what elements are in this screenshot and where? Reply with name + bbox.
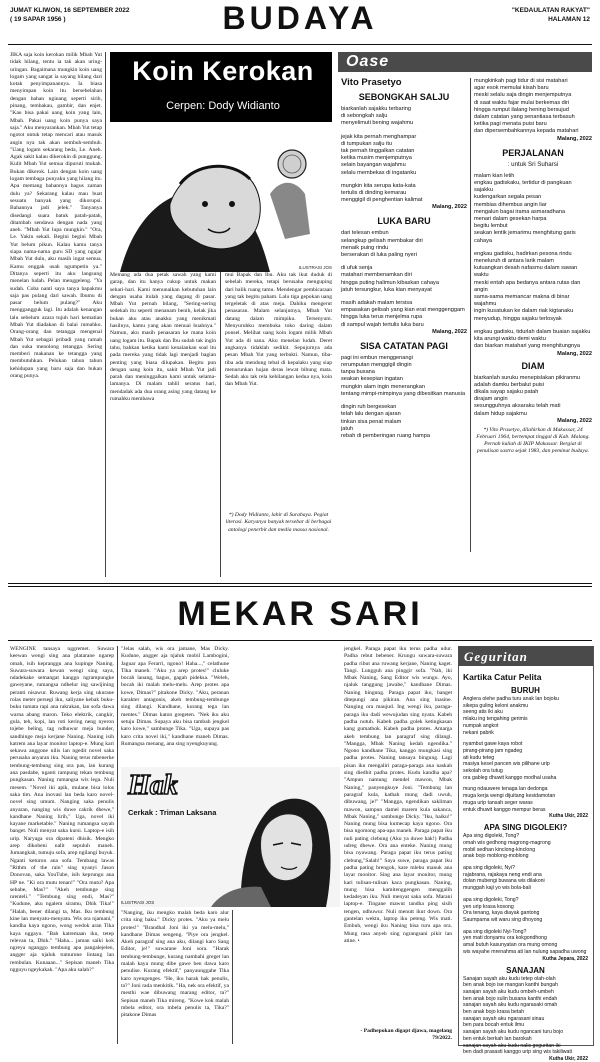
cerkak-column-1: WENGINE tansaya nggremet. Suwara keewan wengi sing ana platarane ngarep omah, isih kepranggu ana kupinge Naning. Suwara-suwara kewan wengi sing saya, ndadekake semangat kanggo ngrampungke gaweyane, rumangsa ndhelur ing sawijining peranti nisawur. Ruwang kerja sing ukurane rolas meter persegi iku, saliyane kebak buku-buku tumata rapi ana rakrakan, lan sofa dawa warna abang maron. Teko elektrik, cangkir, gula, teh, kopi, lan roti kering neng nyeron tojebe beling, tag ndhuwur meja bunder, sandhinge meja kerjane Naning. Naning isih katrem ana layar monitor laptop-e. Mung kari sekawa anggone nilis lan ngedit novel saka perusaha anyaran iku. Naning terus mbenerke tembung-tembung sing ora pas, lan kurang ana pasdabe, nganti rampung tekan tembung pungkasan. Naning rumangsa wis lega. Nuli mesem. "Novel iki apik, mulane bisa lolos saka tim. Ana inovasi lan beda karo novel-novel sing umum. Nanging saka penulis anyaran, nanging wis duwe cakrik dhewe," kandhane Naning lirih," Uga, novel iki kayane marketable." Naning rumangsa sayah banget. Nuli menyat saka kursi. Laptop-e isih urip. Naryaga ora dipateni dhisik. Mengko arep dikobeni nalit sepuluh maneh. Jumangkah, tumuju sofa, arep ngilangi buyuk. Nganti keturon ana sofa. Tembang lawas "Rithm of the rain" sing nyanyi Jason Donovan, saka YouTube, isih keprungu ana HP ne. "Ki ora mutu tenan!" "Ora mutu? Apa sebabe, Mas?" "Akeh tembunge sing nrenteli." "Tembung sing endi, Mas?" "Kudune, aku ngalem siramu, Dhik Tika!" "Halah, bener dilangi ta, Mas. Iku tembung kine lan menyatu-menyatu. Wis ora njamani," kandha kaya ngono, wong wedok aran Tika kaya nggayu. "Bah katremaan iku, tetep relevan ta, Dhik." "Haha... jaman saiki kok ngreya nganggo tembung apa pangalejelen, angger aja njaluk tumurune lintang lan rembulan. Kunaaan..." Sepisan maneh Tika ngguyu ngeykakak. "Apa aku salah?" (10, 646, 114, 974)
poem-body: pagi ini embun menggenangi rerumputan menggigil dingin tanpa busana seakan kesepian ingatan mungkin alam ingin menerangkan tentang mimpi-mimpinya yang dibesitkan manusia dingin ruh bergesekan telah lalu dengan ajaran tinkan sisa penat malam jatuh rebah di pemberingan ruang hampa (341, 354, 466, 439)
poem-signature: Malang, 2022 (432, 328, 467, 335)
cerkak-title: Hak (128, 770, 178, 801)
poem-dedication: : untuk Sri Suharsi (507, 160, 559, 168)
cerkak-column-2-top: "Jelas salah, wis ora jamane, Mas Dicky. Kudune, angger aja njaluk mobil Lambogini, Jaguar apa Ferarri, ngono! Haha...," celathune Tika maneh. "Aku ya arep protes!" cluluke bocah lanang, bagus, gagah pideksa. "Weleh, bocah iki malah melu-melu. Arep protes apa kowe, Dimas?" pitakone Dicky. "Aku, peranan karakter antagonis, akeh tembung-tembunge sing dilangi. Kandhane, kurang tega lan mentes." Dimas katon gregeten. "Nek iku aku setuju Dimas. Supaya aku bisa tambah jengkel karo kowe," sambunge Tika. "Uga, supaya pas karo crita novel iki," kandhane maneh Dimas. Rumangsa menang, ana sing nyengkuyung. (121, 646, 229, 747)
story-title: Koin Kerokan (132, 56, 314, 86)
poem-body: biarkanlah suruku menepislakan pikiranmu adalah damku berbalut puisi dikala sayap sajaku patah dirajam angin sesungguhnya aksaraku telah mati dalam hidup sajakmu (474, 374, 581, 417)
author-note: *) Dody Widianto, lahir di Surabaya. Pegiat literasi. Karyanya banyak tersebar di berbagai antologi penerbit dan media massa nasional. (225, 512, 332, 533)
geguritan-content (463, 672, 588, 1062)
oase-right-column (474, 78, 592, 558)
oase-title: Oase (346, 53, 390, 70)
poem-body: biarkanlah sajakku terbaring di sebongkah salju menyelimuti bening wajahmu jejak kita pernah menghampar di tumpukan salju itu tak pernah tinggalkan catatan ketika musim menjemputnya selain bayangan wajahmu selalu membekas di ingatanku mungkin kita serupa kata-kata tertulis di dinding kemarau menggigil di penghentian kalimat (341, 106, 423, 204)
poem-body: dari telesan embun selangkup gelisah membakar diri menaik puing rindu berserakan di luka paling nyeri di ufuk senja matahari membenamkan diri hingga puting halimun kibaskan cahaya jatuh tersungkur, luka kian menyayat masih adakah malam tersisa empasakan gelisah yang kian erat menggenggam hingga luka terus menjelma rupa di sampul wajah tertulis luka baru (341, 230, 465, 328)
column-divider (232, 910, 233, 1044)
poem-signature: Malang, 2022 (432, 204, 467, 211)
author-bio: *) Vito Prasetyo, dilahirkan di Makassar, 24 Februari 1964, bertempat tinggal di Kab. Malang. Pernah kuliah di IKIP Makassar. Bergiat di penulisan sastra sejak 1983, dan peminat budaya. (476, 426, 590, 455)
column-divider (117, 646, 118, 1044)
column-divider (220, 272, 221, 577)
story-column-1: JIKA saja koin kerokan milik Mbah Yut tidak hilang, tentu ia tak akan uring-uringan. Bagaimana mungkin koin uang logam yang sangat ia sayang hilang dari kotak penyimpanannya. Ia biasa menyimpan koin itu bersebelahan dengan bahan nginang seperti sirih, pinang, tembakau, gambir, dan enjet. "Kau bisa pakai uang koin yang lain, Mbah. Pakai uang koin punya saya saja." Aku menyarankan. Mbah Yut tetap ngotot untuk tetap mencari atau masuk angin nya tak akan sembuh-sembuh. "Uang logam sekarang beda, Le. Aneh. Agak sakit kalau dikerokin di punggung. Kulit Mbah Yut semua dipuruti mukah. Bukan dikerok. Lain dengan koin uang logam tembaga punyaku yang hilang itu. Apa memang bahannya bagus zaman dulu ya? Sekarang kalau mau buat sesuatu banyak yang dikorupsi. Bahannya jadi jelek." Tanyanya disedangi suara batuk patah-patah, ditambah sendawa dengan nada yang aneh. "Mbah Yut lupa mungkin." "Ora, Le. Yakin sekali. Begini begini Mbah Yut belum pikun. Kalau kamu tanya siapa nama-nama guru SD yang ngajar Mbah Yut dulu, aku masih ingat semua. Kamu enggak usah ngumpetin ya." Ditanya seperti itu aku langsung menelan ludah. Pelan menggeleng. "Ya sudah. Coba nanti saya tanya bapakmu saja pas pulang dari sawah. Ibumu di pasar belum pulang?" Aku menggangguk lagi. Itu adalah kenangan lalu sebelum azara tujuh hari kematian Mbah Yut diadakan di balai rumahku. Orang-orang dan tetangga mengenal Mbah Yut sebagai pribadi yang ramah dan suka menolong tetangga. Sering memberi makanan ke tetangga yang membutuhkan. Pelukan tahun tahun kehidupan yang baru saja dan bukan orang punya. (10, 52, 102, 380)
poem-title: PERJALANAN (502, 147, 564, 158)
poem-title: DIAM (521, 360, 545, 371)
poem-body: Sanajan sayah aku kudu tetep olah-olah ben anak bojo ise mangan kanthi bungah sanajan sayah aku kudu ombeh-umbeh ben anak bojo sulin busana kanthi endah sanajan sayah aku kudu ngarasaki omah ben anak bojo krasa betah sanajan sayah aku ngarasani sinau ben para bocah entuk ilmu sanajan sayah aku kudu ngancani turu bojo ben entuk berkah lan barokah sanajan sayah aku kudu nalis geguritan iki ben dadi prasasti kanggo urip sing wis takiliwati (463, 975, 572, 1056)
story-illustration (110, 124, 332, 272)
section-title: MEKAR SARI (177, 595, 423, 633)
poet-name: Kartika Catur Pelita (463, 672, 542, 682)
section-rule (8, 583, 592, 584)
poem-title: SEBONGKAH SALJU (358, 92, 450, 102)
oase-left-column (341, 92, 467, 552)
section-masthead: BUDAYA (222, 0, 378, 36)
poem-signature: Kutha Jepara, 2022 (542, 955, 588, 962)
story-column-2: Memang ada dua petak sawah yang kami garap, dan itu hanya cukup untuk makan sehari-hari. Kami menunaikan kebutuhan lain dengan usaha itulah yang dagang di pasar. Mbah Yut pernah bilang, "Sering-sering sedekah itu seperti menanam benih, kelak jika bukan aku atau anakku yang menikmati hasilnya, kamu yang akan menuai buahnya." Namun, aku masih penasaran ke mana koin uang logam itu. Bapak dan Ibu sudah tak ingin tahu, bahkan ketika kami kenalankan soal itu pada mereka yang tidak lagi menjadi bagian penting yang biasa dilupakan. Begitu pun dengan uang koin itu, sakit Mbah Yut jadi parah dan meninggalkan kami untuk selama-lamanya. Di malam tahlil seratus hari, mendadak ada dua orang asing yang datang ke rumahku membawa (110, 272, 216, 403)
poem-body: Anglera olehe padha turu anak lan bojoku sikepa guling keloni anakmu seeng atis iki aku mlaku ing tengahing gerimis numpak angkot nekani pabrik nyambut gawe kaya robot pirang-pirang jam ngadeg ati kudu teteg masiya kesel pancen wis pilihane urip sekolah ora tutug ora gableg dhuwit kanggo modhal usaha mung ndauwere tenaga lan dedonga muga kerja wengi dijuitang kesidamotan muga urip tansah seger waras entuk dhuwit kanggo mempur beras (463, 696, 560, 813)
section-rule (8, 586, 592, 587)
poem-title: SISA CATATAN PAGI (360, 340, 448, 351)
story-byline: Cerpen: Dody Widianto (166, 100, 280, 112)
cerkak-column-3: jengkel. Paraga papat iku terus padha udur. Padha rebut bebener. Krungu suwara-suwara padha ribut ana ruwang kerjane, Naning kaget. Tangi. Lungguh ana pinggir sofa. "Nah, iki Mbak Naning, Sang Editor wis wungu. Ayo, njaluk tanggung jawabe," kandhane Dimas. Naning bingung. Paraga papat iku, banget ditepungi ana pikiran. Ana sing inasine. Nanging ora maujud. Ing wengi iku, paraga-paraga iku dadi wewujudan sing nyata. Kabeh padha nutuh. Kabeh padha golek ketingkasan kang gumathok. Kabeh padha protes. Amarga akeh tembung lan paragraf sing dilangi. "Mangga, Mbak Naning kedah ngendika." Ngono kandhane Tika, kanggo mungkasi sing padha protes. Naning tansaya bingung. Lagi pisan iku mengaliri paraga-paraga ana naskah sing diedhit padha protes. Kudu kandha apa? "Ampun namung mendel mawon, Mbak Naning," panyengkuye Joni. "Tembung lan paragraf kula, kathah mung dadi uwuh, dibuwang, je!" "Mangga, ngendikan sakliman mawon, sampun damel marem kula sakanca, Mbak Naning," sambunge Dicky. "Iku, haiku!" Naning mung bisa kumecap kaya ngono. Ora bisa ngomong apa-apa maneh. Paraga papat iku nuli pating clebung (Aku ya duwe hak!) Padha udreg dhewe. Ora ana enteke. Naning mung bisa nyawang. Paraga papat iku terus pating clebung,"Salah!" Saya suwe, paraga papat iku padha pating brengok, kare mlebu manuk ana layar monitor. Sing ana layar monitor, mung kari tulisan-tulisan kaca pungkasan. Naning, mung bisa kamitenggengen menggalih kedadeyan iku. Nuli menyat saka sofa. Marani laptop-e. Tingane mawut tandha ping sisih tengen, ndhuwur. Nuli menutt ikut down. Ora gantelan wektu, laptop iku peteng. Wis mati. Embuh, wengi iku Naning bisa turu apa ora. Mung rasa anyeb sing ngrangsani pikir lan atine. • (344, 646, 452, 944)
paper-info: "KEDAULATAN RAKYAT" HALAMAN 12 (511, 7, 590, 23)
cerkak-author: - Padhepokan digapt djawa, magelang 79/2022. (360, 1028, 452, 1042)
poem-signature: Kutha Ukir, 2022 (549, 1055, 588, 1062)
poem-body: Apa sing digoleki, Tong? omah wis gedhong magrong-magrong mobil sedhan kinclong-kinclong anak bojo moblong-moblong apa sing digoleki, Nyi? rajabrana, rajakaya neng endi ana dolan mubengi buwana wis dilakoni munggah kaji yo wis bola-bali apa sing digoleki, Tong? yen urip krasa kosong Ora tenang, kaya diayak gantong Saumpama wit waru sing dhoyong apa sing digoleki Nyi-Tong? yen mati donyamu ora kokgondhong amal butuh kasunyatan ora mung omong wis wayahe mrenahma ati lan nulung sapadha uwong (463, 833, 587, 955)
poem-title: SANAJAN (506, 965, 545, 975)
poem-title: BURUH (511, 686, 540, 695)
edition-date: JUMAT KLIWON, 16 SEPTEMBER 2022 ( 19 SAPAR 1956 ) (10, 7, 130, 23)
column-divider (105, 52, 106, 577)
poem-body: mungkinkah pagi tidur di sisi matahari agar esok memulai kisah baru meski selalu saja dingin menjemputnya di saat waktu fajar mulai berkemas diri hingga rumput ilalang hening bersujud dalam catatan yang senantiasa terbasuh ketika pagi menata puisi baru dan dipersembahkannya kepada matahari (474, 78, 579, 135)
cerkak-column-2-bottom: "Nanging, iku mengko malah beda karo alur crita sing baku." Dicky protes. "Aku ya melu protes!" "Brandhal Joni iki ya melu-melu," kandhane Dimas sengeng. "Piye ora jengkel. Akeh paragraf sing ana aku, dilangi karo Sang Editor, je!" suwarane Joni sora. "Harak tembung-tembunge, kurang nambahi greget lan malah kaya mung dibe gawe ben dawa karo penulise. Kurang efektif," panyaunggahe Tika karo nyengenges. "He, iku harak hak penulis, ta?" Joni rada menkitik. "Ha, nek ora efektif, ya mesthi wae dibuwang marang editor, ta?" Sepisan maneh Tika mireng. "Kowe kok malah mbela editor, ora mbela penulis ta, Tika?" pitakone Dimas (121, 910, 229, 1019)
poem-signature: Malang, 2022 (557, 417, 592, 424)
cerkak-byline: Cerkak : Triman Laksana (128, 808, 217, 817)
poem-title: LUKA BARU (377, 216, 431, 227)
poem-signature: Kutha Ukir, 2022 (549, 813, 588, 820)
poem-body: malam kian letih engkau gadiskaku, tertidur di pangkuan sajakku kudengarkan segala pesan membias dihembus angin liar mengalun bagai irama asmaradhana menari dalam gesekan harpa begitu lembut seakan lentik jemarimu menghitung garis cahaya engkau gadisku, hadirkan pesona rindu meneluruh di antara larik malam kutuangkan desah nafasmu dalam sawan waktu meski entah apa bedanya antara rutas dan angin sama-sama memancar makna di binar wajahmu ingin kusatukan ke dalam riak kigtanaku menyudup, hingga sajaku terlosyak engkau gadisku, tidurlah dalam buaian sajakku kita arungi waktu demi waktu dan biarkan matahari yang menghitungnya (474, 172, 591, 350)
poem-title: APA SING DIGOLEKI? (483, 823, 568, 833)
header-rule (8, 44, 592, 45)
geguritan-title: Geguritan (464, 649, 528, 664)
poem-signature: Malang, 2022 (557, 135, 592, 142)
column-divider (470, 78, 471, 552)
illustration-credit: ILUSTRASI JOS (121, 900, 155, 905)
story-column-3: mui Bapak dan Ibu. Aku tak ikut duduk di sebelah mereka, tetapi berusaha menguping dari balik ruang tamu. Mendengar pembicaraan yang tak begitu paham. Lalu tiga gepokan uang tergeletak di atas meja. Dahiku mengerut penasaran. Malam selanjutnya, Mbah Yut datang dalam mimpiku. Tersenyum. Menyuruhku membuka toko daring dalam ponsel. Melihat uang koin logam milik Mbah Yut ada di sana. Aku menelan ludah. Deret angkanya tidaklah sedikit. Sepujurnya ada pesan Mbah Yut yang terbukti. Namun, tiba-tiba ada mendung tebal di kepalaku yang siap menurunkan hujan deras lewat bibung mata. Sedah aku tak rela kehilangan kedua nya, koin dan Mbah Yut. (225, 272, 332, 388)
section-rule (8, 640, 592, 641)
poem-signature: Malang, 2022 (557, 350, 592, 357)
oase-author: Vito Prasetyo (341, 77, 402, 88)
illustration-credit: ILUSTRASI JOS (298, 265, 332, 270)
